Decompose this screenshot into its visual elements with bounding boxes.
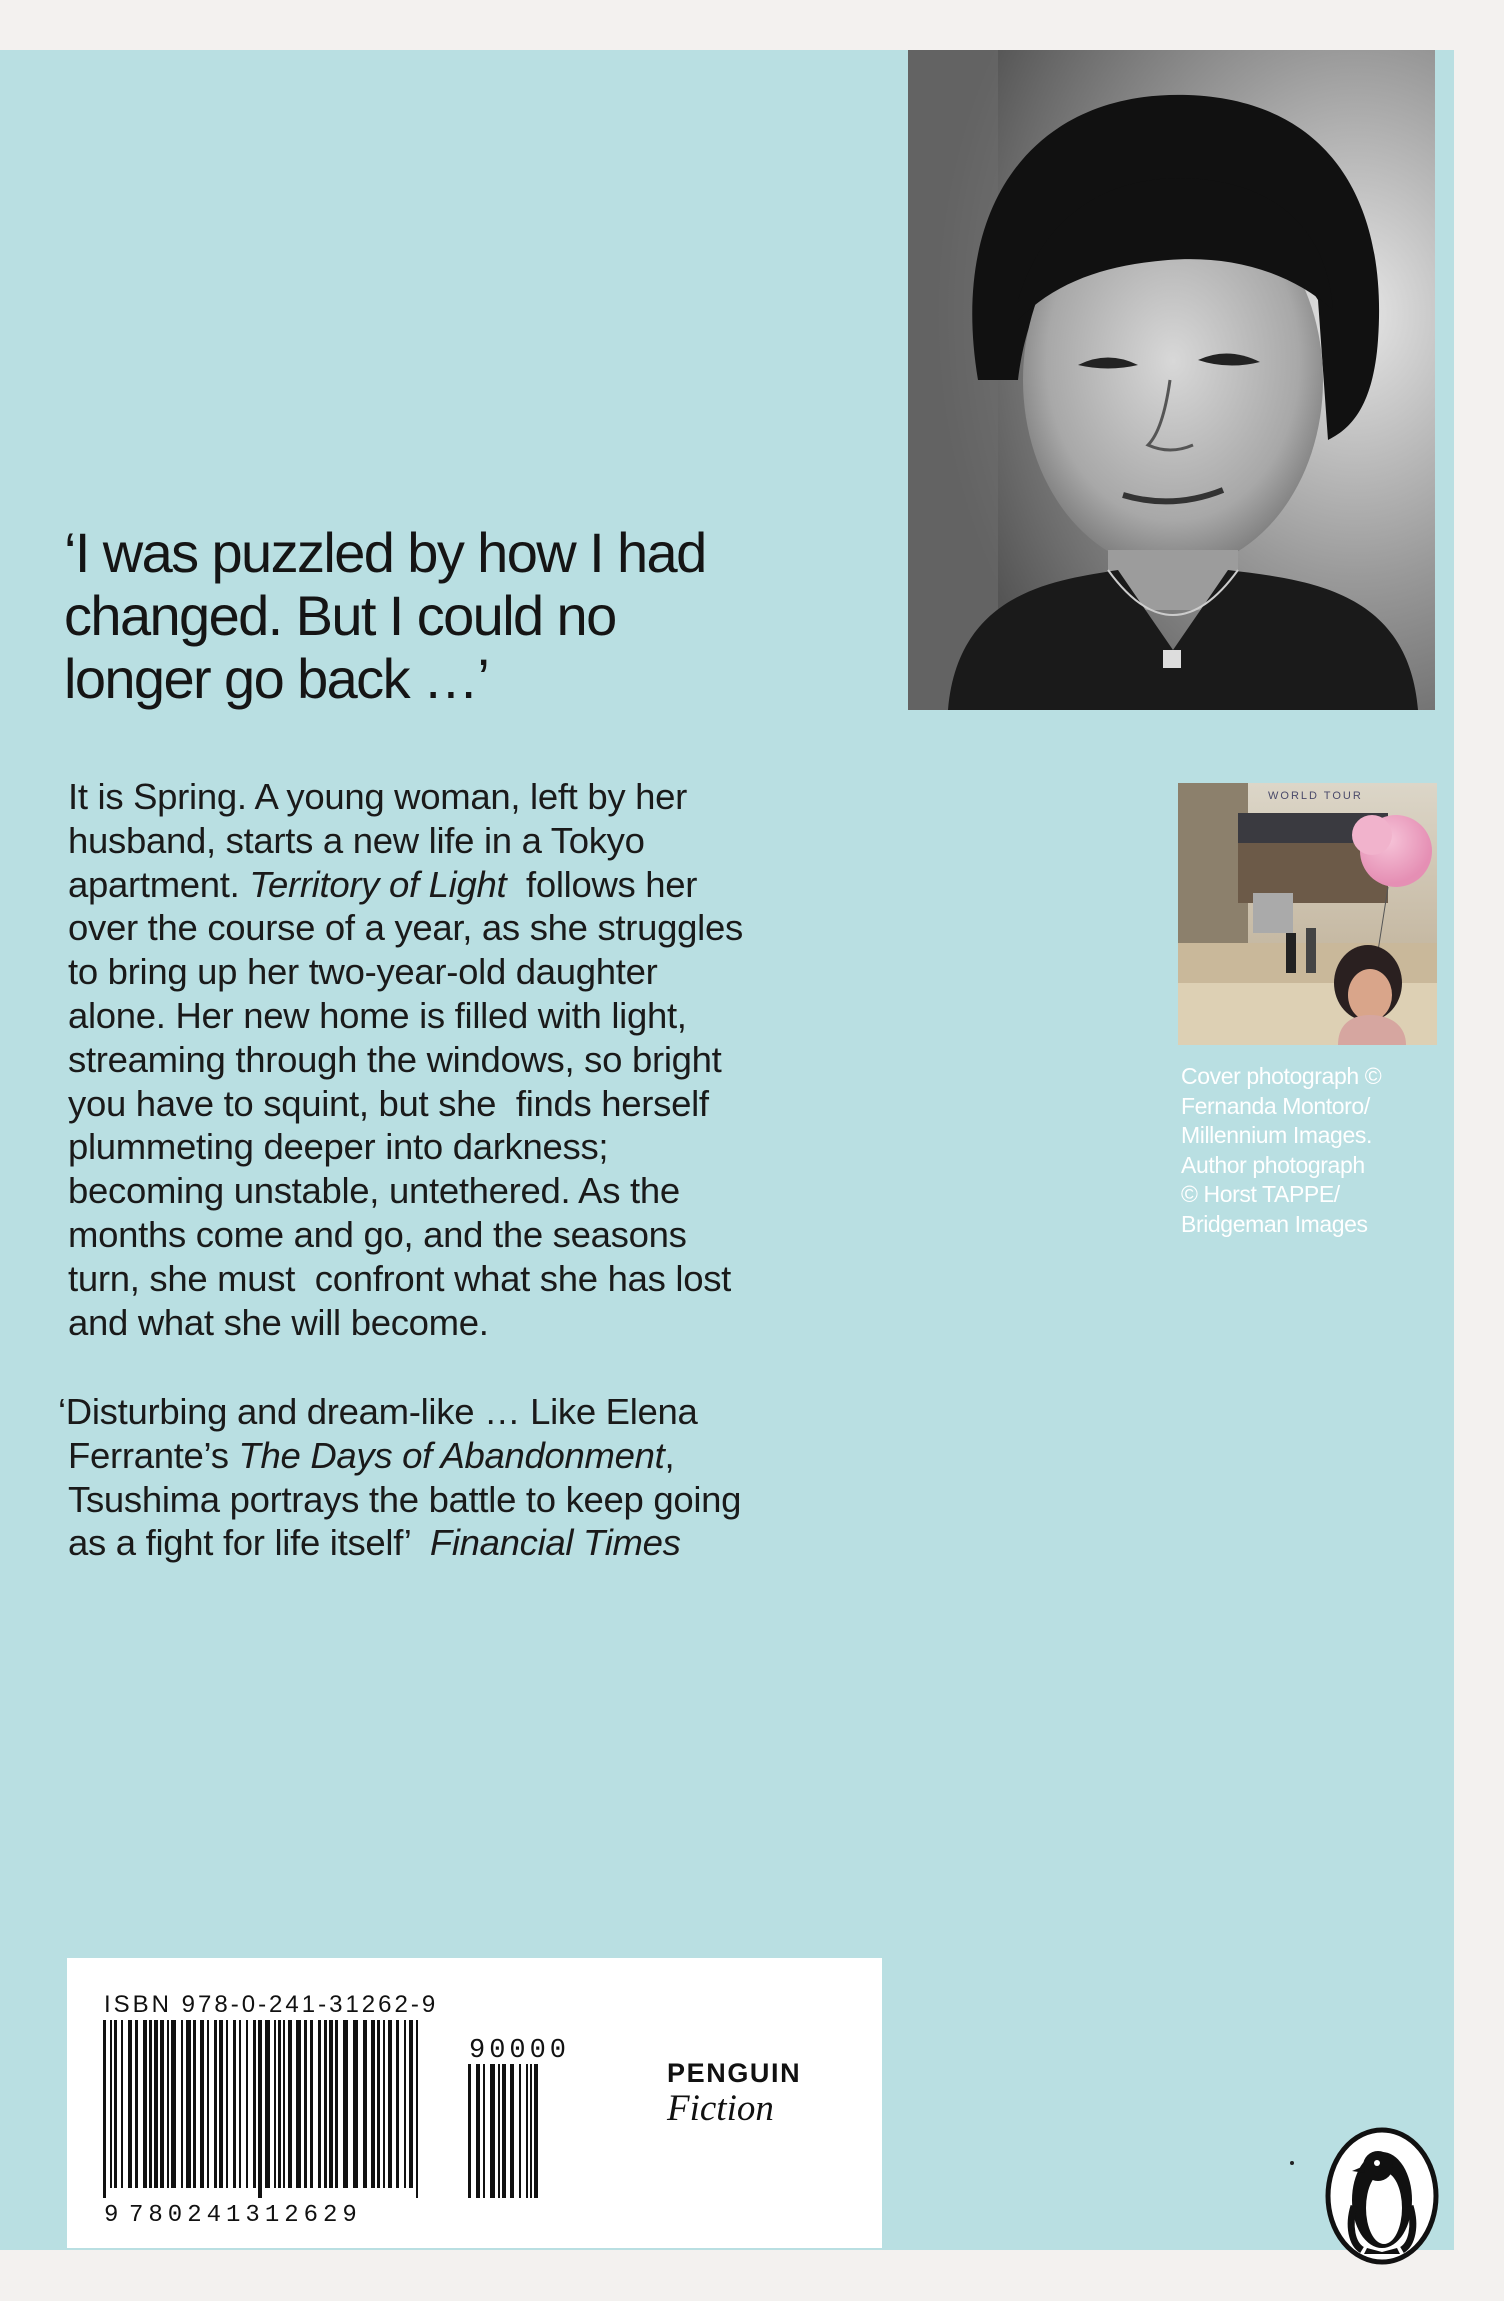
isbn-text: ISBN 978-0-241-31262-9: [104, 1991, 439, 2018]
barcode-panel: [67, 1958, 882, 2248]
credit-line: Fernanda Montoro/: [1181, 1092, 1370, 1119]
pull-quote-line: changed. But I could no: [64, 584, 616, 647]
barcode-icon: [103, 2020, 663, 2200]
price-code: 90000: [469, 2036, 571, 2066]
credit-line: © Horst TAPPE/: [1181, 1181, 1340, 1207]
publisher-name: PENGUIN: [667, 2058, 802, 2088]
street-scene-image: [1178, 783, 1437, 1045]
photo-credits: [1181, 1062, 1451, 1239]
review-source: Financial Times: [429, 1522, 681, 1564]
credit-line: Millennium Images.: [1181, 1122, 1372, 1148]
review-text: ,: [664, 1434, 675, 1476]
cited-book-title: The Days of Abandonment: [238, 1434, 665, 1476]
blurb-line: husband, starts a new life in a Tokyo: [68, 819, 645, 861]
imprint-name: Fiction: [667, 2088, 774, 2129]
review-line: ‘Disturbing and dream-like … Like Elena: [58, 1391, 698, 1432]
blurb-line: becoming unstable, untethered. As the: [68, 1170, 680, 1212]
author-photo: [908, 50, 1435, 710]
review-text: as a fight for life itself’: [68, 1522, 430, 1564]
book-title-italic: Territory of Light: [249, 863, 507, 905]
credit-line: Cover photograph ©: [1181, 1063, 1382, 1089]
blurb-text: apartment.: [68, 863, 250, 905]
print-dot: [1290, 2161, 1294, 2165]
blurb-line: alone. Her new home is filled with light,: [68, 994, 687, 1036]
blurb-line: turn, she must confront what she has lost: [68, 1257, 731, 1299]
blurb-line: you have to squint, but she finds herself: [68, 1082, 709, 1124]
barcode-digits: 780241312629: [129, 2202, 362, 2229]
blurb-line: streaming through the windows, so bright: [68, 1038, 722, 1080]
credit-line: Author photograph: [1181, 1151, 1365, 1178]
review-line: Tsushima portrays the battle to keep going: [68, 1478, 742, 1520]
blurb-line: [68, 863, 898, 907]
press-review: [58, 1390, 918, 1565]
cover-thumbnail-photo: [1178, 783, 1437, 1045]
pull-quote-line: longer go back …’: [64, 647, 489, 710]
sign-text: WORLD TOUR: [1268, 790, 1363, 802]
penguin-logo-icon: [1322, 2126, 1442, 2266]
review-line: [58, 1521, 918, 1565]
publisher-mark: [667, 2058, 801, 2130]
blurb-line: months come and go, and the seasons: [68, 1213, 687, 1255]
blurb-line: and what she will become.: [68, 1301, 489, 1343]
review-text: Ferrante’s: [68, 1434, 239, 1476]
review-line: [58, 1434, 918, 1478]
blurb-line: to bring up her two-year-old daughter: [68, 951, 658, 993]
book-blurb: [68, 775, 898, 1344]
back-cover: [0, 50, 1454, 2250]
blurb-line: over the course of a year, as she struggles: [68, 907, 743, 949]
pull-quote: [64, 521, 894, 710]
author-portrait-image: [908, 50, 1435, 710]
blurb-text: follows her: [506, 863, 698, 905]
barcode-first-digit: 9: [104, 2202, 119, 2229]
blurb-line: It is Spring. A young woman, left by her: [68, 776, 687, 817]
pull-quote-line: ‘I was puzzled by how I had: [64, 521, 706, 584]
blurb-line: plummeting deeper into darkness;: [68, 1126, 609, 1168]
credit-line: Bridgeman Images: [1181, 1210, 1368, 1237]
